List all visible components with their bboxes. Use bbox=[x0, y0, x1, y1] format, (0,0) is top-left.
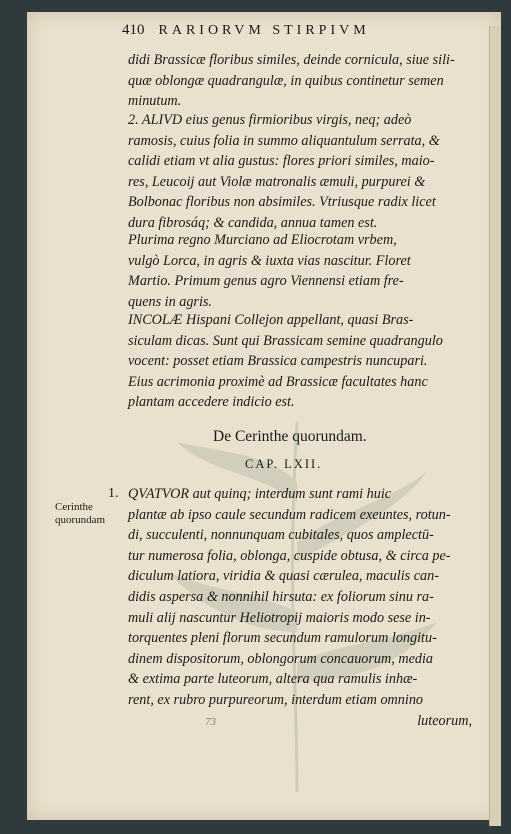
paragraph-plurima bbox=[128, 230, 486, 312]
text-line: quæ oblongæ quadrangulæ, in quibus continetur semen bbox=[128, 72, 444, 89]
text-line: Martio. Primum genus agro Viennensi etiam fre- bbox=[128, 273, 404, 290]
text-line: 2. ALIVD eius genus firmioribus virgis, neq; adeò bbox=[128, 112, 412, 128]
margin-paragraph-number: 1. bbox=[108, 486, 119, 501]
text-line: muli alij nascuntur Heliotropij maioris modo sese in- bbox=[128, 609, 431, 626]
text-line: rent, ex rubro purpureorum, interdum etiam omnino bbox=[128, 691, 424, 708]
text-line: quens in agris. bbox=[128, 293, 212, 310]
text-line: INCOLÆ Hispani Collejon appellant, quasi Bras- bbox=[128, 312, 414, 328]
text-line: Bolbonac floribus non absimiles. Vtriusque radix licet bbox=[128, 194, 436, 211]
paragraph-continuation bbox=[128, 50, 486, 112]
text-line: plantæ ab ipso caule secundum radicem exeuntes, rotun- bbox=[128, 506, 451, 523]
text-line: minutum. bbox=[128, 93, 182, 110]
text-line: vocent: posset etiam Brassica campestris nuncupari. bbox=[128, 353, 428, 370]
text-line: & extima parte luteorum, altera qua ramulis inhæ- bbox=[128, 671, 418, 688]
paragraph-aliud bbox=[128, 110, 486, 234]
text-line: calidi etiam vt alia gustus: flores priori similes, maio- bbox=[128, 153, 435, 170]
text-line: Eius acrimonia proximè ad Brassicæ facultates hanc bbox=[128, 373, 428, 390]
stray-ink-mark: 73 bbox=[205, 716, 216, 728]
paragraph-incolae bbox=[128, 310, 486, 413]
text-line: didis aspersa & nonnihil hirsuta: ex foliorum sinu ra- bbox=[128, 588, 434, 605]
page-number: 410 bbox=[122, 22, 145, 38]
text-line: siculam dicas. Sunt qui Brassicam semine quadrangulo bbox=[128, 332, 443, 349]
text-line: dinem dispositorum, oblongorum concauorum, media bbox=[128, 650, 434, 667]
text-line: torquentes pleni florum secundum ramulorum longitu- bbox=[128, 630, 437, 647]
paragraph-quatuor bbox=[128, 484, 486, 731]
text-line: res, Leucoij aut Violæ matronalis æmuli, purpurei & bbox=[128, 173, 426, 190]
text-line: luteorum, bbox=[417, 712, 472, 729]
text-line: tur numerosa folia, oblonga, cuspide obtusa, & circa pe- bbox=[128, 547, 451, 564]
margin-note-line: Cerinthe bbox=[55, 501, 93, 513]
text-line: ramosis, cuius folia in summo aliquantulum serrata, & bbox=[128, 132, 440, 149]
text-line: didi Brassicæ floribus similes, deinde cornicula, siue sili- bbox=[128, 52, 455, 68]
text-line: vulgò Lorca, in agris & iuxta vias nascitur. Floret bbox=[128, 252, 411, 269]
text-line: di, succulenti, nonnunquam cubitales, quos amplectū- bbox=[128, 527, 434, 544]
text-line: plantam accedere indicio est. bbox=[128, 394, 295, 411]
chapter-heading: CAP. LXII. bbox=[245, 457, 323, 471]
page-header bbox=[122, 22, 492, 39]
text-line: diculum latiora, viridia & quasi cærulea, maculis can- bbox=[128, 568, 439, 585]
margin-note-line: quorundam bbox=[55, 514, 106, 526]
margin-note bbox=[55, 501, 105, 527]
facing-page-edge bbox=[489, 26, 501, 826]
text-line: Plurima regno Murciano ad Eliocrotam vrbem, bbox=[128, 232, 397, 248]
text-line: dura fibrosáq; & candida, annua tamen est. bbox=[128, 214, 378, 231]
running-title: RARIORVM STIRPIVM bbox=[158, 23, 370, 38]
section-title: De Cerinthe quorundam. bbox=[213, 428, 367, 445]
text-line: QVATVOR aut quinq; interdum sunt rami huic bbox=[128, 486, 392, 502]
